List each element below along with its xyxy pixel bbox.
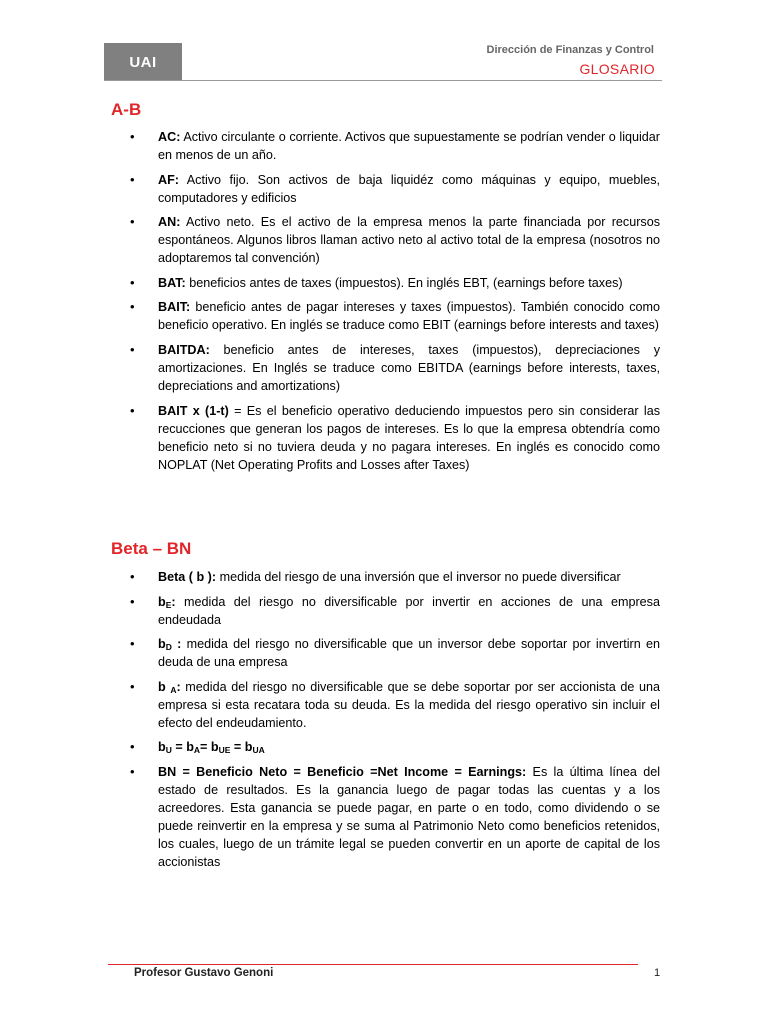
term: b $_A$: — [158, 679, 181, 695]
term: $b_E$: — [158, 594, 176, 610]
term: BAITDA: — [158, 342, 210, 357]
bullet-icon: • — [130, 678, 135, 694]
bullet-icon: • — [130, 299, 135, 315]
glossary-list-a-b — [130, 128, 660, 480]
uai-logo — [104, 43, 182, 81]
definition: beneficios antes de taxes (impuestos). En inglés EBT, (earnings before taxes) — [185, 275, 623, 290]
term: AN: — [158, 215, 181, 230]
equation: $b_U = b_A= b_{UE} = b_{UA}$ — [158, 740, 265, 756]
definition: = Es el beneficio operativo deduciendo impuestos pero sin considerar las recucciones que generan los pagos de intereses. Es lo que la empresa obtendría como beneficio neto si no tuviera deuda y no pagara intereses. En inglés es conocido como NOPLAT (Net Operating Profits and Losses after Taxes) — [158, 403, 660, 472]
term: BN = Beneficio Neto = Beneficio =Net Income = Earnings: — [158, 764, 527, 779]
bullet-icon: • — [130, 739, 135, 755]
term: AF: — [158, 172, 179, 187]
bullet-icon: • — [130, 274, 135, 290]
header-department: Dirección de Finanzas y Control — [486, 44, 654, 56]
glossary-item-baitda — [130, 341, 660, 395]
bullet-icon: • — [130, 763, 135, 779]
definition: medida del riesgo no diversificable que un inversor debe soportar por invertirn en deuda de una empresa — [158, 637, 660, 670]
definition: medida del riesgo no diversificable que se debe soportar por ser accionista de una empresa si esta recatara toda su deuda. Es la medida del riesgo operativo sin incluir el efecto del endeudamiento. — [158, 679, 660, 730]
bullet-icon: • — [130, 569, 135, 584]
glossary-item-bait-1-t — [130, 402, 660, 474]
glossary-item-ac — [130, 128, 660, 164]
section-heading-beta-bn: Beta – BN — [111, 539, 192, 558]
glossary-item-beta — [130, 568, 660, 586]
term: BAT: — [158, 275, 186, 290]
glossary-item-bait — [130, 298, 660, 334]
term: Beta ( b ): — [158, 570, 217, 584]
glossary-item-b-a — [130, 678, 660, 732]
glossary-item-bat — [130, 274, 660, 292]
glossary-item-an — [130, 213, 660, 267]
bullet-icon: • — [130, 593, 135, 609]
bullet-icon: • — [130, 402, 135, 418]
definition: Activo fijo. Son activos de baja liquidéz como máquinas y equipo, muebles, computadores y edificios — [158, 172, 660, 205]
glossary-item-beta-equation — [130, 738, 660, 756]
header-title: GLOSARIO — [579, 61, 655, 77]
glossary-item-b-e — [130, 593, 660, 629]
glossary-item-b-d — [130, 635, 660, 671]
definition: beneficio antes de pagar intereses y taxes (impuestos). También conocido como beneficio operativo. En inglés se traduce como EBIT (earnings before interests and taxes) — [158, 300, 660, 333]
term: BAIT: — [158, 300, 191, 315]
definition: Es la última línea del estado de resultados. Es la ganancia luego de pagar todas las cuentas y a los acreedores. Esta ganancia se puede pagar, en parte o en todo, como dividendo o se puede reinvertir en la empresa y se suma al Patrimonio Neto como beneficios retenidos, los cuales, luego de un trámite legal se pueden convertir en un aporte de capital de los accionistas — [158, 764, 660, 869]
bullet-icon: • — [130, 341, 135, 357]
definition: medida del riesgo no diversificable por invertir en acciones de una empresa endeudada — [158, 594, 660, 627]
definition: medida del riesgo de una inversión que el inversor no puede diversificar — [216, 570, 621, 584]
section-heading-a-b: A-B — [111, 100, 142, 119]
bullet-icon: • — [130, 636, 135, 652]
header-divider — [104, 80, 662, 81]
definition: Activo neto. Es el activo de la empresa menos la parte financiada por recursos espontáneos. Algunos libros llaman activo neto al activo total de la empresa (nosotros no adoptaremos tal convención) — [158, 215, 660, 266]
bullet-icon: • — [130, 171, 135, 187]
footer-author: Profesor Gustavo Genoni — [134, 967, 274, 979]
page-number: 1 — [654, 967, 661, 979]
term: AC: — [158, 130, 181, 144]
definition: Activo circulante o corriente. Activos que supuestamente se podrían vender o liquidar en menos de un año. — [158, 130, 660, 162]
glossary-list-beta-bn — [130, 568, 660, 878]
bullet-icon: • — [130, 129, 135, 144]
bullet-icon: • — [130, 214, 135, 230]
logo-text: UAI — [129, 53, 157, 71]
footer-divider — [108, 964, 638, 965]
glossary-item-af — [130, 171, 660, 207]
term: $b_D$ : — [158, 637, 182, 653]
definition: beneficio antes de intereses, taxes (impuestos), depreciaciones y amortizaciones. En Inglés se traduce como EBITDA (earnings before interests, taxes, depreciations and amortizations) — [158, 342, 660, 393]
glossary-item-bn — [130, 763, 660, 871]
term: BAIT x (1-t) — [158, 403, 229, 418]
